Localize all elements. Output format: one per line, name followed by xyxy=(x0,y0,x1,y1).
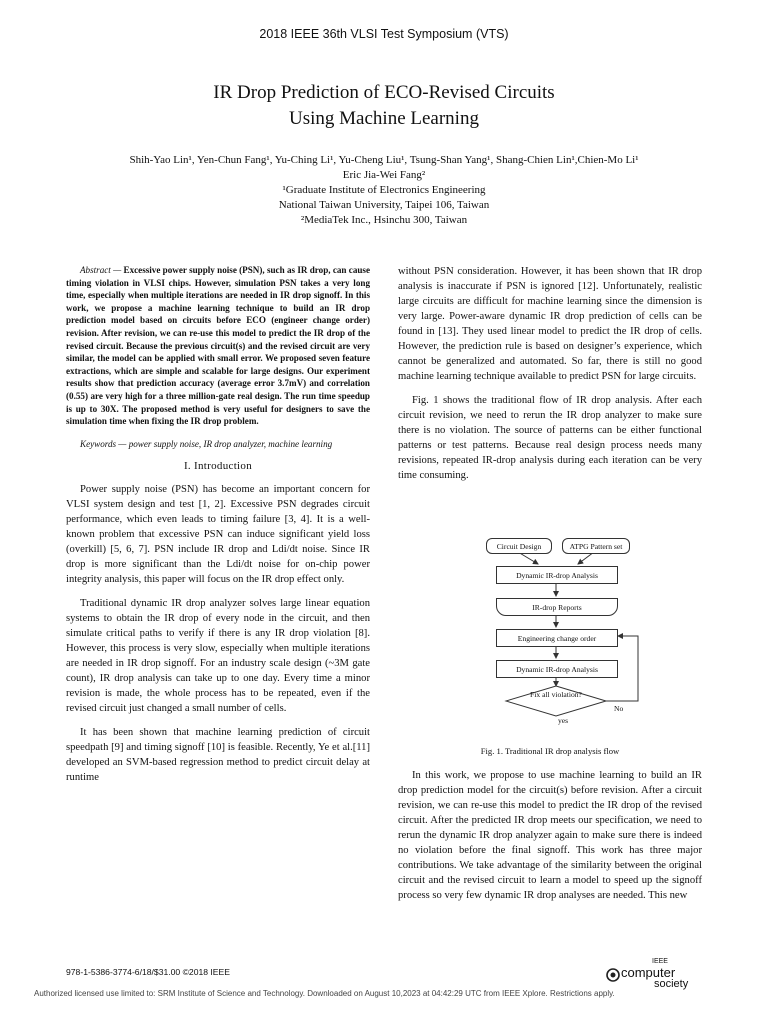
affiliation-2: ²MediaTek Inc., Hsinchu 300, Taiwan xyxy=(300,214,468,226)
author-line-2: Eric Jia-Wei Fang² xyxy=(342,169,426,181)
decision-label: Fix all violation? xyxy=(530,690,582,699)
conference-header: 2018 IEEE 36th VLSI Test Symposium (VTS) xyxy=(259,27,509,41)
eco-box: Engineering change order xyxy=(496,629,618,647)
logo-ieee-text: IEEE xyxy=(652,958,668,965)
keywords xyxy=(66,438,370,451)
circuit-design-box: Circuit Design xyxy=(486,538,552,554)
right-paragraph-2: Fig. 1 shows the traditional flow of IR drop analysis. After each circuit revision, we need to rerun the IR drop analyzer to make sure there is no violation. The source of patterns can be either functional patterns or test patterns. Because real design process needs many revisions, repeated IR-drop analysis during each iteration can be very time consuming. xyxy=(398,395,702,481)
decision-no-label: No xyxy=(614,704,624,713)
title-line-2: Using Machine Learning xyxy=(289,108,479,129)
author-line-1: Shih-Yao Lin¹, Yen-Chun Fang¹, Yu-Ching Li¹, Yu-Cheng Liu¹, Tsung-Shan Yang¹, Shang-Chien Lin¹,Chien-Mo Li¹ xyxy=(129,154,639,166)
abstract-label: Abstract — xyxy=(80,265,122,275)
right-column xyxy=(398,264,702,492)
author-block xyxy=(60,153,708,228)
right-column-continued xyxy=(398,768,702,912)
logo-society-text: society xyxy=(654,978,689,990)
right-paragraph-3: In this work, we propose to use machine learning to build an IR drop prediction model for the circuit(s) before revision. After a circuit revision, we can re-use this model to predict the IR drop of the revised circuit. After the predicted IR drop meets our specification, we need to rerun the dynamic IR drop analyzer again to make sure there is indeed no violation before the final signoff. This work has three major contributions. We take advantage of the similarity between the original circuit and the revised circuit to learn a model to speed up the signoff process so very few dynamic IR drop analyses are needed. This new xyxy=(398,770,702,901)
abstract-text: Excessive power supply noise (PSN), such as IR drop, can cause timing violation in VLSI chips. However, simulation PSN takes a very long time, especially when multiple iterations are needed in IR drop signoff. In this work, we propose a machine learning technique to build an IR drop prediction model based on circuits before ECO (engineer change order) revision. After revision, we can re-use this model to predict the IR drop of the revised circuit. Because the previous circuit(s) and the revised circuit are very similar, the model can be applied with small error. We proposed seven feature extractions, which are simple and scalable for large designs. Our experiment results show that prediction accuracy (average error 3.7mV) and correlation (0.55) are very high for a three million-gate real design. The run time speedup is up to 30X. The proposed method is very useful for designers to save the simulation time when fixing the IR drop problem. xyxy=(66,265,370,427)
keywords-text: power supply noise, IR drop analyzer, machine learning xyxy=(128,438,333,449)
left-column xyxy=(66,264,370,794)
dynamic-analysis-box-1: Dynamic IR-drop Analysis xyxy=(496,566,618,584)
decision-yes-label: yes xyxy=(558,716,569,725)
figure-1-caption: Fig. 1. Traditional IR drop analysis flow xyxy=(480,746,620,756)
left-paragraph-1: Power supply noise (PSN) has become an important concern for VLSI system design and test [1, 2]. Excessive PSN degrades circuit performance, which even leads to timing failure [3, 4]. It is a well-known problem that excessive PSN can induce significant yield loss (overkill) [5, 6, 7]. PSN include IR drop and Ldi/dt noise. Since IR drop is more significant than the Ldi/dt noise for on-chip power integrity analysis, this paper will focus on the IR drop effect only. xyxy=(66,484,370,586)
keywords-label: Keywords — xyxy=(80,438,127,449)
ir-drop-reports-box: IR-drop Reports xyxy=(496,598,618,616)
abstract xyxy=(66,264,370,428)
section-heading-introduction: I. Introduction xyxy=(183,460,253,473)
title-line-1: IR Drop Prediction of ECO-Revised Circuits xyxy=(213,82,555,103)
right-paragraph-1: without PSN consideration. However, it has been shown that IR drop analysis is inaccurate if PSN is ignored [12]. Unfortunately, realistic large circuits are difficult for machine learning since the dimension is very large. Power-aware dynamic IR drop prediction of cells can be found in [13]. They used linear model to predict the IR drop of cells. However, the prediction rule is based on designer’s experience, which cannot be generalized and automated. So far, there is still no good machine learning technique available to predict PSN for large circuits. xyxy=(398,266,702,382)
affiliation-1a: ¹Graduate Institute of Electronics Engineering xyxy=(282,184,486,196)
atpg-pattern-box: ATPG Pattern set xyxy=(562,538,630,554)
logo-computer-text: computer xyxy=(621,965,676,980)
left-paragraph-2: Traditional dynamic IR drop analyzer solves large linear equation systems to obtain the IR drop of every node in the circuit, and then simulate critical paths to verify if there is any IR drop violation [8]. However, this process is very slow, especially when multiple iterations are needed in IR drop signoff. For an industry scale design (~3M gate count), IR drop analysis can take up to one day. Every time a minor revision is made, the whole process has to be repeated, even if the revised circuit just changed a small number of cells. xyxy=(66,598,370,715)
figure-1-flowchart xyxy=(478,534,648,734)
logo-globe-icon xyxy=(606,968,620,982)
paper-title xyxy=(0,80,768,132)
affiliation-1b: National Taiwan University, Taipei 106, Taiwan xyxy=(278,199,490,211)
isbn-line: 978-1-5386-3774-6/18/$31.00 ©2018 IEEE xyxy=(66,967,231,977)
left-paragraph-3: It has been shown that machine learning prediction of circuit speedpath [9] and timing signoff [10] is feasible. Recently, Ye et al.[11] developed an SVM-based regression method to predict circuit delay at runtime xyxy=(66,727,370,784)
license-notice: Authorized licensed use limited to: SRM Institute of Science and Technology. Downloaded on August 10,2023 at 04:42:29 UTC from IEEE Xplore. Restrictions apply. xyxy=(34,989,615,998)
dynamic-analysis-box-2: Dynamic IR-drop Analysis xyxy=(496,660,618,678)
